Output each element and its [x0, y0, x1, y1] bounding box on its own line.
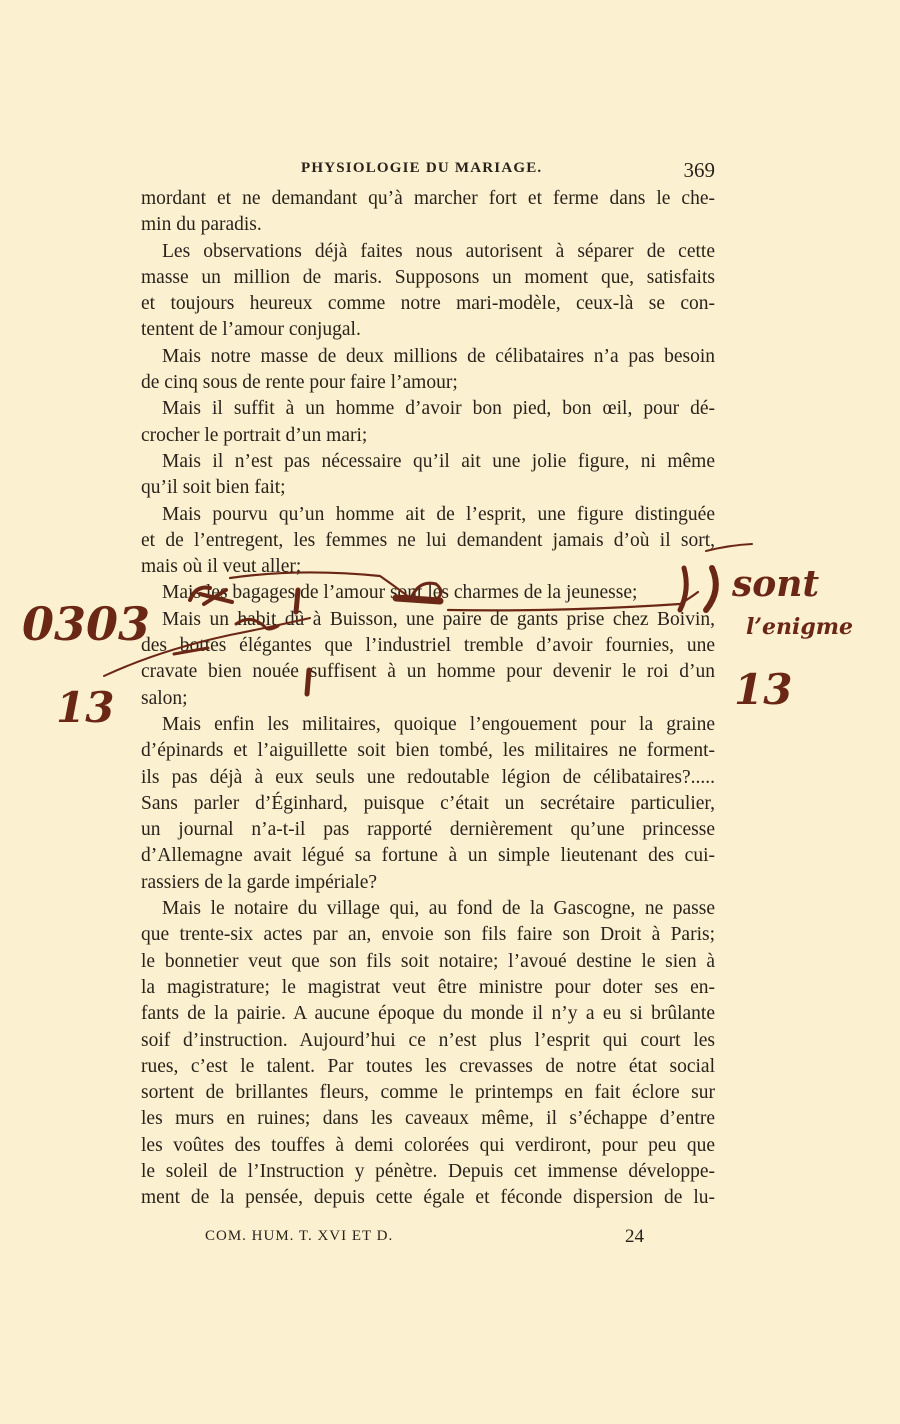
- text-line: Mais pourvu qu’un homme ait de l’esprit, une figure distinguée: [162, 503, 715, 525]
- text-line: rassiers de la garde impériale?: [141, 871, 378, 893]
- text-line: salon;: [141, 687, 188, 709]
- text-line: Mais le notaire du village qui, au fond de la Gascogne, ne passe: [162, 898, 715, 920]
- text-line: cravate bien nouée suffisent à un homme pour devenir le roi d’un: [141, 661, 715, 683]
- text-line: ment de la pensée, depuis cette égale et féconde dispersion de lu-: [141, 1187, 715, 1209]
- text-line: de cinq sous de rente pour faire l’amour;: [141, 372, 458, 394]
- text-line: Mais il n’est pas nécessaire qu’il ait une jolie figure, ni même: [162, 450, 715, 472]
- running-title: PHYSIOLOGIE DU MARIAGE.: [301, 160, 543, 176]
- text-line: qu’il soit bien fait;: [141, 477, 286, 499]
- text-line: Mais un habit dû à Buisson, une paire de gants prise chez Boivin,: [162, 608, 715, 630]
- text-line: soif d’instruction. Aujourd’hui ce n’est plus l’esprit qui court les: [141, 1029, 715, 1051]
- correction-mark: [706, 568, 716, 610]
- strike-mark: [236, 619, 278, 629]
- right-margin-note: sont: [732, 563, 820, 605]
- text-line: ils pas déjà à eux seuls une redoutable légion de célibataires?.....: [141, 766, 715, 788]
- guide-line: [706, 544, 752, 551]
- correction-mark: [680, 568, 686, 610]
- strike-mark: [200, 590, 232, 604]
- right-margin-note: l’enigme: [746, 614, 854, 640]
- text-line: crocher le portrait d’un mari;: [141, 424, 368, 446]
- text-line: fants de la pairie. A aucune époque du monde il n’y a eu si brûlante: [141, 1003, 715, 1025]
- printer-signature: COM. HUM. T. XVI ET D.: [205, 1228, 394, 1244]
- signature-number: 24: [625, 1226, 644, 1247]
- text-line: Mais notre masse de deux millions de célibataires n’a pas besoin: [162, 345, 715, 367]
- text-line: min du paradis.: [141, 214, 262, 236]
- left-margin-number: 13: [56, 683, 115, 732]
- correction-mark: [307, 670, 309, 694]
- underline-mark: [230, 572, 410, 598]
- underline-mark: [448, 592, 698, 610]
- text-line: mais où il veut aller;: [141, 556, 302, 578]
- text-line: mordant et ne demandant qu’à marcher fort et ferme dans le che-: [141, 188, 715, 209]
- text-line: tentent de l’amour conjugal.: [141, 319, 361, 341]
- page-number: 369: [683, 158, 715, 182]
- text-line: Sans parler d’Éginhard, puisque c’était un secrétaire particulier,: [141, 792, 715, 814]
- text-line: des bottes élégantes que l’industriel tremble d’avoir fournies, une: [141, 635, 715, 657]
- text-line: d’Allemagne avait légué sa fortune à un simple lieutenant des cui-: [141, 845, 715, 867]
- text-line: masse un million de maris. Supposons un moment que, satisfaits: [141, 266, 715, 288]
- text-line: rues, c’est le talent. Par toutes les crevasses de notre état social: [141, 1055, 715, 1077]
- text-line: d’épinards et l’aiguillette soit bien tombé, les militaires ne forment-: [141, 740, 715, 762]
- text-line: Mais il suffit à un homme d’avoir bon pied, bon œil, pour dé-: [162, 398, 715, 420]
- left-margin-note: 0303: [22, 597, 151, 651]
- text-line: et de l’entregent, les femmes ne lui demandent jamais d’où il sort,: [141, 529, 715, 551]
- text-line: Les observations déjà faites nous autorisent à séparer de cette: [162, 240, 715, 262]
- text-line: un journal n’a-t-il pas rapporté dernièrement qu’une princesse: [141, 819, 715, 841]
- text-line: la magistrature; le magistrat veut être ministre pour doter ses en-: [141, 976, 715, 998]
- right-margin-number: 13: [734, 665, 793, 714]
- text-line: le soleil de l’Instruction y pénètre. Depuis cet immense développe-: [141, 1160, 715, 1182]
- text-line: sortent de brillantes fleurs, comme le printemps en fait éclore sur: [141, 1082, 715, 1104]
- text-line: et toujours heureux comme notre mari-modèle, ceux-là se con-: [141, 293, 715, 315]
- correction-mark: [296, 590, 298, 612]
- text-line: les voûtes des touffes à demi colorées qui verdiront, pour peu que: [141, 1134, 715, 1156]
- text-line: Mais enfin les militaires, quoique l’engouement pour la graine: [162, 713, 715, 735]
- text-line: que trente-six actes par an, envoie son fils faire son Droit à Paris;: [141, 924, 715, 946]
- text-line: Mais les bagages de l’amour sont les charmes de la jeunesse;: [162, 582, 638, 604]
- text-line: les murs en ruines; dans les caveaux même, il s’échappe d’entre: [141, 1108, 715, 1130]
- text-line: le bonnetier veut que son fils soit notaire; l’avoué destine le sien à: [141, 950, 715, 972]
